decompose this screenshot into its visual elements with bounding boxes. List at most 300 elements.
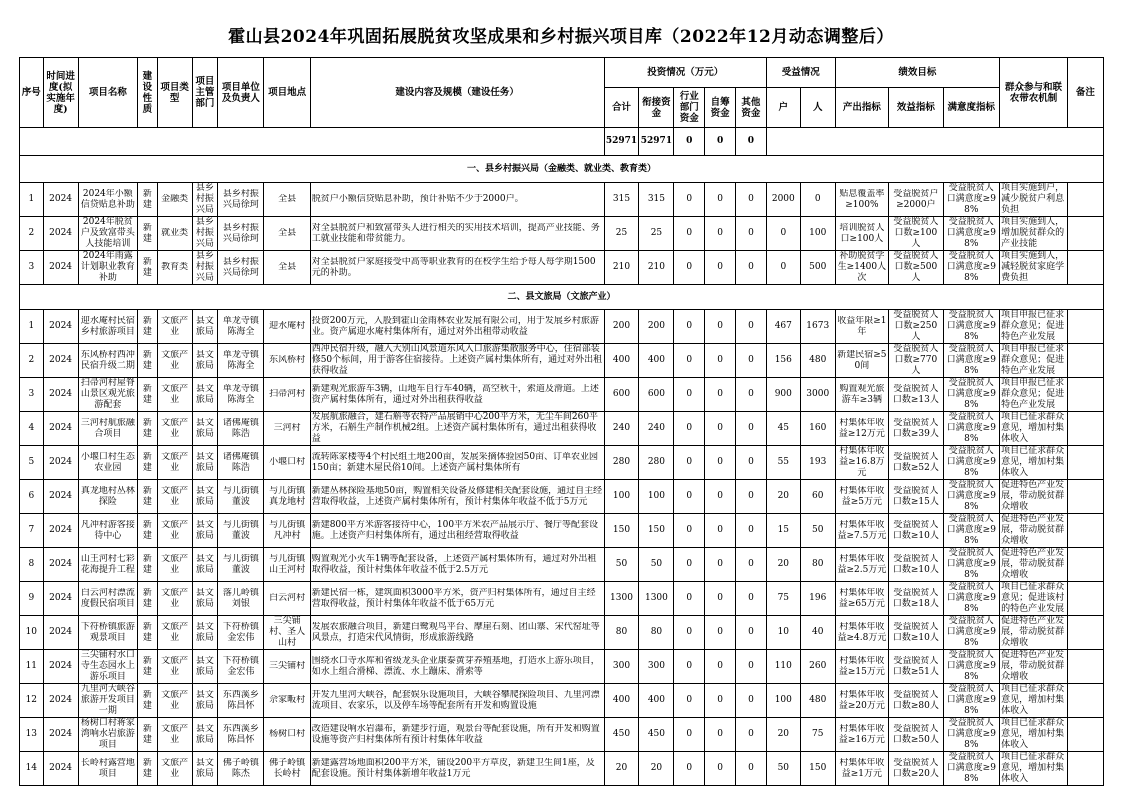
fund4-cell (736, 752, 767, 786)
fund2-cell (674, 310, 705, 344)
place-cell (264, 183, 310, 217)
fund3-cell (705, 582, 736, 616)
fund2-cell-text: 0 (686, 355, 693, 365)
fund1-cell-text: 400 (647, 355, 666, 365)
output-cell (835, 752, 888, 786)
fund3-cell-text: 0 (717, 389, 723, 399)
people-cell-text: 75 (811, 729, 824, 739)
seq-cell (20, 514, 44, 548)
table-row (20, 684, 1104, 718)
table-row (20, 752, 1104, 786)
seq-cell-text: 3 (28, 389, 35, 399)
content-cell (310, 582, 604, 616)
output-cell (835, 344, 888, 378)
nature-cell (138, 183, 158, 217)
unit-cell (218, 718, 264, 752)
households-cell (766, 582, 800, 616)
mechanism-cell (1000, 480, 1068, 514)
unit-cell-text: 单龙寺镇陈海全 (222, 349, 259, 371)
satisfaction-cell-text: 受益脱贫人口满意度≥98% (946, 684, 996, 716)
people-cell (800, 183, 835, 217)
nature-cell (138, 217, 158, 251)
households-cell-text: 156 (774, 355, 792, 365)
dept-cell (192, 582, 218, 616)
name-cell-text: 2024年脱贫户及致富带头人技能培训 (80, 217, 135, 249)
fund2-cell-text: 0 (686, 321, 693, 331)
fund2-cell (674, 446, 705, 480)
content-cell (310, 650, 604, 684)
mechanism-cell-text: 项目申报已征求群众意见；促进特色产业发展 (1001, 378, 1065, 410)
dept-cell (192, 650, 218, 684)
seq-cell (20, 412, 44, 446)
people-cell-text: 193 (809, 457, 827, 467)
content-cell (310, 310, 604, 344)
total-cell (604, 251, 639, 285)
fund1-cell (639, 752, 674, 786)
effect-cell-text: 受益脱贫人口数≥770人 (893, 344, 939, 376)
people-cell-text: 0 (814, 194, 821, 204)
name-cell (78, 183, 138, 217)
name-cell-text: 凡冲村游客接待中心 (80, 519, 135, 541)
unit-cell (218, 752, 264, 786)
total-cell (604, 446, 639, 480)
people-cell (800, 650, 835, 684)
place-cell (264, 251, 310, 285)
effect-cell-text: 受益脱贫人口数≥13人 (892, 383, 939, 405)
fund4-cell-text: 0 (748, 262, 754, 272)
fund3-cell (705, 548, 736, 582)
dept-cell-text: 县文旅局 (195, 349, 214, 371)
type-cell (157, 582, 192, 616)
households-cell (766, 378, 800, 412)
content-cell (310, 251, 604, 285)
effect-cell-text: 受益脱贫人口数≥100人 (893, 217, 939, 249)
place-cell (264, 217, 310, 251)
nature-cell (138, 251, 158, 285)
year-cell-text: 2024 (49, 228, 73, 238)
table-row (20, 378, 1104, 412)
fund4-cell (736, 378, 767, 412)
unit-cell-text: 诸佛庵镇陈浩 (222, 417, 259, 439)
content-cell-text: 对全县脱贫户和致富带头人进行相关的实用技术培训，提高产业技能、务工就业技能和带贫能力。 (311, 222, 600, 244)
nature-cell-text: 新建 (142, 315, 152, 337)
type-cell-text: 教育类 (161, 262, 189, 272)
people-cell (800, 582, 835, 616)
mechanism-cell (1000, 718, 1068, 752)
dept-cell-text: 县文旅局 (195, 587, 214, 609)
table-row (20, 616, 1104, 650)
name-cell (78, 616, 138, 650)
dept-cell-text: 县文旅局 (195, 417, 214, 439)
satisfaction-cell-text: 受益脱贫人口满意度≥98% (946, 582, 996, 614)
year-cell-text: 2024 (49, 355, 73, 365)
fund4-cell (736, 446, 767, 480)
satisfaction-cell (943, 412, 1000, 446)
fund2-cell (674, 616, 705, 650)
header-type: 项目类型 (157, 58, 192, 128)
fund1-cell-text: 450 (647, 729, 666, 739)
year-cell (43, 310, 78, 344)
people-cell (800, 684, 835, 718)
dept-cell (192, 310, 218, 344)
seq-cell-text: 12 (25, 695, 38, 705)
total-cell-text: 400 (612, 695, 631, 705)
content-cell-text: 改造建设响水岩瀑布，新建步行道，观景台等配套设施，所有开发和购置设施等资产归村集体所有预计村集体年收益 (311, 723, 600, 745)
total-cell (604, 378, 639, 412)
name-cell-text: 扫帚河村屋脊山景区观光旅游配套 (80, 378, 135, 410)
unit-cell (218, 548, 264, 582)
people-cell (800, 310, 835, 344)
total-cell-text: 400 (612, 355, 631, 365)
place-cell (264, 514, 310, 548)
header-mechanism: 群众参与和联农带农机制 (1000, 58, 1068, 128)
fund2-cell-text: 0 (686, 661, 693, 671)
effect-cell (889, 217, 943, 251)
effect-cell-text: 受益脱贫人口数≥10人 (892, 519, 939, 541)
fund4-cell (736, 251, 767, 285)
households-cell (766, 718, 800, 752)
seq-cell-text: 11 (25, 661, 38, 671)
people-cell-text: 260 (809, 661, 827, 671)
fund2-cell-text: 0 (686, 194, 693, 204)
header-dept: 项目主管部门 (192, 58, 218, 128)
fund3-cell-text: 0 (717, 593, 723, 603)
name-cell (78, 718, 138, 752)
nature-cell (138, 514, 158, 548)
people-cell-text: 3000 (806, 389, 830, 399)
output-cell-text: 村集体年收益≥2.5万元 (837, 553, 887, 575)
fund1-cell-text: 50 (650, 559, 663, 569)
satisfaction-cell-text: 受益脱贫人口满意度≥98% (946, 718, 996, 750)
seq-cell (20, 344, 44, 378)
remark-cell (1067, 752, 1103, 786)
dept-cell (192, 251, 218, 285)
seq-cell (20, 684, 44, 718)
nature-cell-text: 新建 (142, 383, 152, 405)
fund1-cell (639, 251, 674, 285)
households-cell-text: 20 (777, 559, 790, 569)
name-cell-text: 山王河村七彩花海提升工程 (80, 553, 135, 575)
dept-cell (192, 616, 218, 650)
unit-cell (218, 650, 264, 684)
mechanism-cell-text: 促进特色产业发展，带动脱贫群众增收 (1001, 616, 1065, 648)
table-body (20, 156, 1104, 786)
year-cell (43, 378, 78, 412)
households-cell-text: 0 (780, 228, 787, 238)
people-cell-text: 1673 (806, 321, 830, 331)
content-cell (310, 752, 604, 786)
dept-cell (192, 684, 218, 718)
fund4-cell-text: 0 (748, 593, 754, 603)
output-cell-text: 贴息覆盖率≥100% (839, 188, 885, 210)
households-cell (766, 446, 800, 480)
dept-cell (192, 480, 218, 514)
remark-cell (1067, 378, 1103, 412)
nature-cell-text: 新建 (142, 349, 152, 371)
type-cell (157, 616, 192, 650)
fund1-cell-text: 200 (647, 321, 666, 331)
content-cell (310, 548, 604, 582)
nature-cell (138, 582, 158, 616)
people-cell-text: 150 (809, 763, 827, 773)
output-cell-text: 村集体年收益≥1万元 (839, 757, 885, 779)
fund1-cell-text: 400 (647, 695, 666, 705)
effect-cell (889, 310, 943, 344)
type-cell-text: 文旅产业 (161, 485, 189, 507)
year-cell (43, 514, 78, 548)
table-row (20, 412, 1104, 446)
fund3-cell (705, 344, 736, 378)
type-cell-text: 文旅产业 (161, 417, 189, 439)
name-cell (78, 650, 138, 684)
header-fund4: 其他资金 (736, 88, 767, 128)
nature-cell (138, 412, 158, 446)
mechanism-cell-text: 项目实施到人，增加脱贫群众的产业技能 (1001, 217, 1065, 249)
output-cell-text: 村集体年收益≥4.8万元 (837, 621, 887, 643)
output-cell-text: 村集体年收益≥15万元 (838, 655, 885, 677)
year-cell-text: 2024 (49, 593, 73, 603)
header-fund3: 自筹资金 (705, 88, 736, 128)
mechanism-cell-text: 项目已征求群众意见，增加村集体收入 (1001, 446, 1065, 478)
mechanism-cell (1000, 412, 1068, 446)
year-cell-text: 2024 (49, 457, 73, 467)
content-cell-text: 新建丛林探险基地50亩，购置相关设备及修建相关配套设施，通过自主经营取得收益，上述资产属村集体所有，预计村集体年收益不低于5万元 (311, 485, 603, 507)
fund1-cell (639, 718, 674, 752)
place-cell-text: 全县 (278, 262, 297, 272)
nature-cell (138, 378, 158, 412)
section-heading-row (20, 285, 1104, 310)
households-cell (766, 684, 800, 718)
fund3-cell-text: 0 (717, 321, 723, 331)
seq-cell (20, 251, 44, 285)
effect-cell (889, 251, 943, 285)
mechanism-cell-text: 项目申报已征求群众意见；促进特色产业发展 (1001, 310, 1065, 342)
name-cell (78, 378, 138, 412)
total-fund3: 0 (705, 128, 736, 156)
unit-cell-text: 与儿街镇董波 (222, 553, 259, 575)
people-cell (800, 718, 835, 752)
dept-cell (192, 412, 218, 446)
mechanism-cell-text: 项目已征求群众意见，增加村集体收入 (1001, 752, 1065, 784)
fund4-cell (736, 310, 767, 344)
dept-cell (192, 344, 218, 378)
type-cell-text: 文旅产业 (161, 519, 189, 541)
households-cell (766, 616, 800, 650)
output-cell (835, 217, 888, 251)
type-cell-text: 文旅产业 (161, 757, 189, 779)
households-cell-text: 20 (777, 491, 790, 501)
fund4-cell-text: 0 (748, 194, 754, 204)
households-cell (766, 480, 800, 514)
total-cell-text: 600 (612, 389, 631, 399)
nature-cell (138, 480, 158, 514)
effect-cell (889, 582, 943, 616)
fund2-cell (674, 217, 705, 251)
unit-cell-text: 县乡村振兴局徐珂 (222, 256, 259, 278)
total-cell-text: 50 (615, 559, 628, 569)
content-cell-text: 脱贫户小额信贷贴息补助，预计补贴不少于2000户。 (311, 194, 524, 204)
type-cell (157, 684, 192, 718)
effect-cell-text: 受益脱贫人口数≥15人 (892, 485, 939, 507)
total-cell-text: 280 (612, 457, 631, 467)
people-cell (800, 344, 835, 378)
output-cell (835, 412, 888, 446)
unit-cell-text: 下符桥镇金宏伟 (222, 621, 259, 643)
nature-cell-text: 新建 (142, 417, 152, 439)
people-cell-text: 60 (811, 491, 824, 501)
fund3-cell (705, 684, 736, 718)
place-cell-text: 全县 (278, 228, 297, 238)
fund3-cell-text: 0 (717, 525, 723, 535)
fund3-cell-text: 0 (717, 228, 723, 238)
seq-cell-text: 4 (28, 423, 35, 433)
total-cell-text: 1300 (610, 593, 633, 603)
place-cell-text: 与儿街镇山王河村 (269, 553, 306, 575)
project-table (19, 57, 1104, 786)
unit-cell-text: 县乡村振兴局徐珂 (222, 188, 259, 210)
name-cell (78, 752, 138, 786)
type-cell (157, 718, 192, 752)
effect-cell (889, 412, 943, 446)
total-cell (604, 183, 639, 217)
fund2-cell (674, 548, 705, 582)
unit-cell (218, 480, 264, 514)
satisfaction-cell-text: 受益脱贫人口满意度≥98% (946, 548, 996, 580)
header-fund2: 行业部门资金 (674, 88, 705, 128)
people-cell-text: 480 (809, 695, 827, 705)
seq-cell (20, 217, 44, 251)
year-cell-text: 2024 (49, 661, 73, 671)
fund3-cell (705, 251, 736, 285)
satisfaction-cell (943, 548, 1000, 582)
fund4-cell (736, 650, 767, 684)
mechanism-cell (1000, 752, 1068, 786)
name-cell-text: 三河村航旅融合项目 (80, 417, 135, 439)
people-cell-text: 100 (809, 228, 827, 238)
satisfaction-cell-text: 受益脱贫人口满意度≥98% (946, 412, 996, 444)
page-title: 霍山县2024年巩固拓展脱贫攻坚成果和乡村振兴项目库（2022年12月动态调整后） (228, 27, 894, 47)
place-cell-text: 三尖铺村 (269, 661, 306, 671)
nature-cell-text: 新建 (142, 451, 152, 473)
type-cell-text: 文旅产业 (161, 655, 189, 677)
content-cell (310, 718, 604, 752)
output-cell-text: 村集体年收益≥5万元 (839, 485, 885, 507)
section-title: 一、县乡村振兴局（金融类、就业类、教育类） (20, 156, 1104, 183)
year-cell (43, 718, 78, 752)
year-cell-text: 2024 (49, 491, 73, 501)
households-cell-text: 2000 (771, 194, 795, 204)
effect-cell-text: 受益脱贫人口数≥500人 (893, 251, 939, 283)
effect-cell (889, 548, 943, 582)
fund2-cell-text: 0 (686, 593, 693, 603)
name-cell-text: 2024年雨露计划职业教育补助 (80, 251, 135, 283)
fund2-cell (674, 514, 705, 548)
nature-cell-text: 新建 (142, 757, 152, 779)
dept-cell-text: 县文旅局 (195, 383, 214, 405)
output-cell (835, 480, 888, 514)
year-cell (43, 412, 78, 446)
people-cell-text: 50 (811, 525, 824, 535)
year-cell (43, 548, 78, 582)
satisfaction-cell (943, 310, 1000, 344)
fund2-cell-text: 0 (686, 627, 693, 637)
total-cell-text: 80 (615, 627, 628, 637)
content-cell-text: 开发九里河大峡谷，配套娱乐设施项目，大峡谷攀爬探险项目、九里河漂流项目、农家乐，以及停车场等配套所有开发和购置设施 (311, 689, 600, 711)
place-cell (264, 344, 310, 378)
fund4-cell (736, 217, 767, 251)
year-cell-text: 2024 (49, 525, 73, 535)
place-cell (264, 582, 310, 616)
effect-cell-text: 受益脱贫户≥2000户 (893, 188, 939, 210)
name-cell (78, 310, 138, 344)
total-cell (604, 344, 639, 378)
year-cell-text: 2024 (49, 423, 73, 433)
place-cell (264, 310, 310, 344)
type-cell (157, 251, 192, 285)
fund4-cell-text: 0 (748, 423, 754, 433)
header-remark: 备注 (1067, 58, 1103, 128)
place-cell-text: 杨树口村 (269, 729, 306, 739)
remark-cell (1067, 446, 1103, 480)
type-cell-text: 文旅产业 (161, 553, 189, 575)
effect-cell-text: 受益脱贫人口数≥50人 (892, 723, 939, 745)
remark-cell (1067, 684, 1103, 718)
name-cell (78, 251, 138, 285)
satisfaction-cell-text: 受益脱贫人口满意度≥98% (946, 446, 996, 478)
households-cell-text: 0 (780, 262, 787, 272)
year-cell-text: 2024 (49, 321, 73, 331)
households-cell-text: 45 (777, 423, 790, 433)
seq-cell (20, 650, 44, 684)
fund4-cell (736, 718, 767, 752)
fund4-cell (736, 183, 767, 217)
effect-cell (889, 480, 943, 514)
name-cell-text: 东风桥村西冲民宿升级二期 (80, 349, 135, 371)
fund4-cell-text: 0 (748, 661, 754, 671)
seq-cell (20, 616, 44, 650)
unit-cell-text: 东西溪乡陈昌怀 (222, 723, 259, 745)
people-cell-text: 500 (809, 262, 827, 272)
seq-cell-text: 7 (28, 525, 35, 535)
dept-cell (192, 446, 218, 480)
content-cell-text: 新建民宿一栋，建筑面积3000平方米，资产归村集体所有，通过自主经营取得收益，预计村集体年收益不低于65万元 (311, 587, 596, 609)
table-row (20, 548, 1104, 582)
fund2-cell-text: 0 (686, 525, 693, 535)
remark-cell (1067, 650, 1103, 684)
output-cell (835, 251, 888, 285)
unit-cell (218, 310, 264, 344)
effect-cell (889, 378, 943, 412)
type-cell (157, 183, 192, 217)
table-row (20, 582, 1104, 616)
mechanism-cell (1000, 446, 1068, 480)
mechanism-cell (1000, 183, 1068, 217)
mechanism-cell (1000, 310, 1068, 344)
fund1-cell (639, 582, 674, 616)
unit-cell (218, 582, 264, 616)
fund3-cell-text: 0 (717, 729, 723, 739)
mechanism-cell-text: 项目实施到户，减少脱贫户利息负担 (1001, 183, 1065, 215)
fund2-cell (674, 251, 705, 285)
households-cell (766, 412, 800, 446)
content-cell (310, 480, 604, 514)
unit-cell (218, 251, 264, 285)
name-cell-text: 九里河大峡谷旅游开发项目一期 (80, 684, 135, 716)
unit-cell (218, 183, 264, 217)
type-cell (157, 310, 192, 344)
fund3-cell-text: 0 (717, 559, 723, 569)
header-year: 时间进度(拟实施年度) (43, 58, 78, 128)
